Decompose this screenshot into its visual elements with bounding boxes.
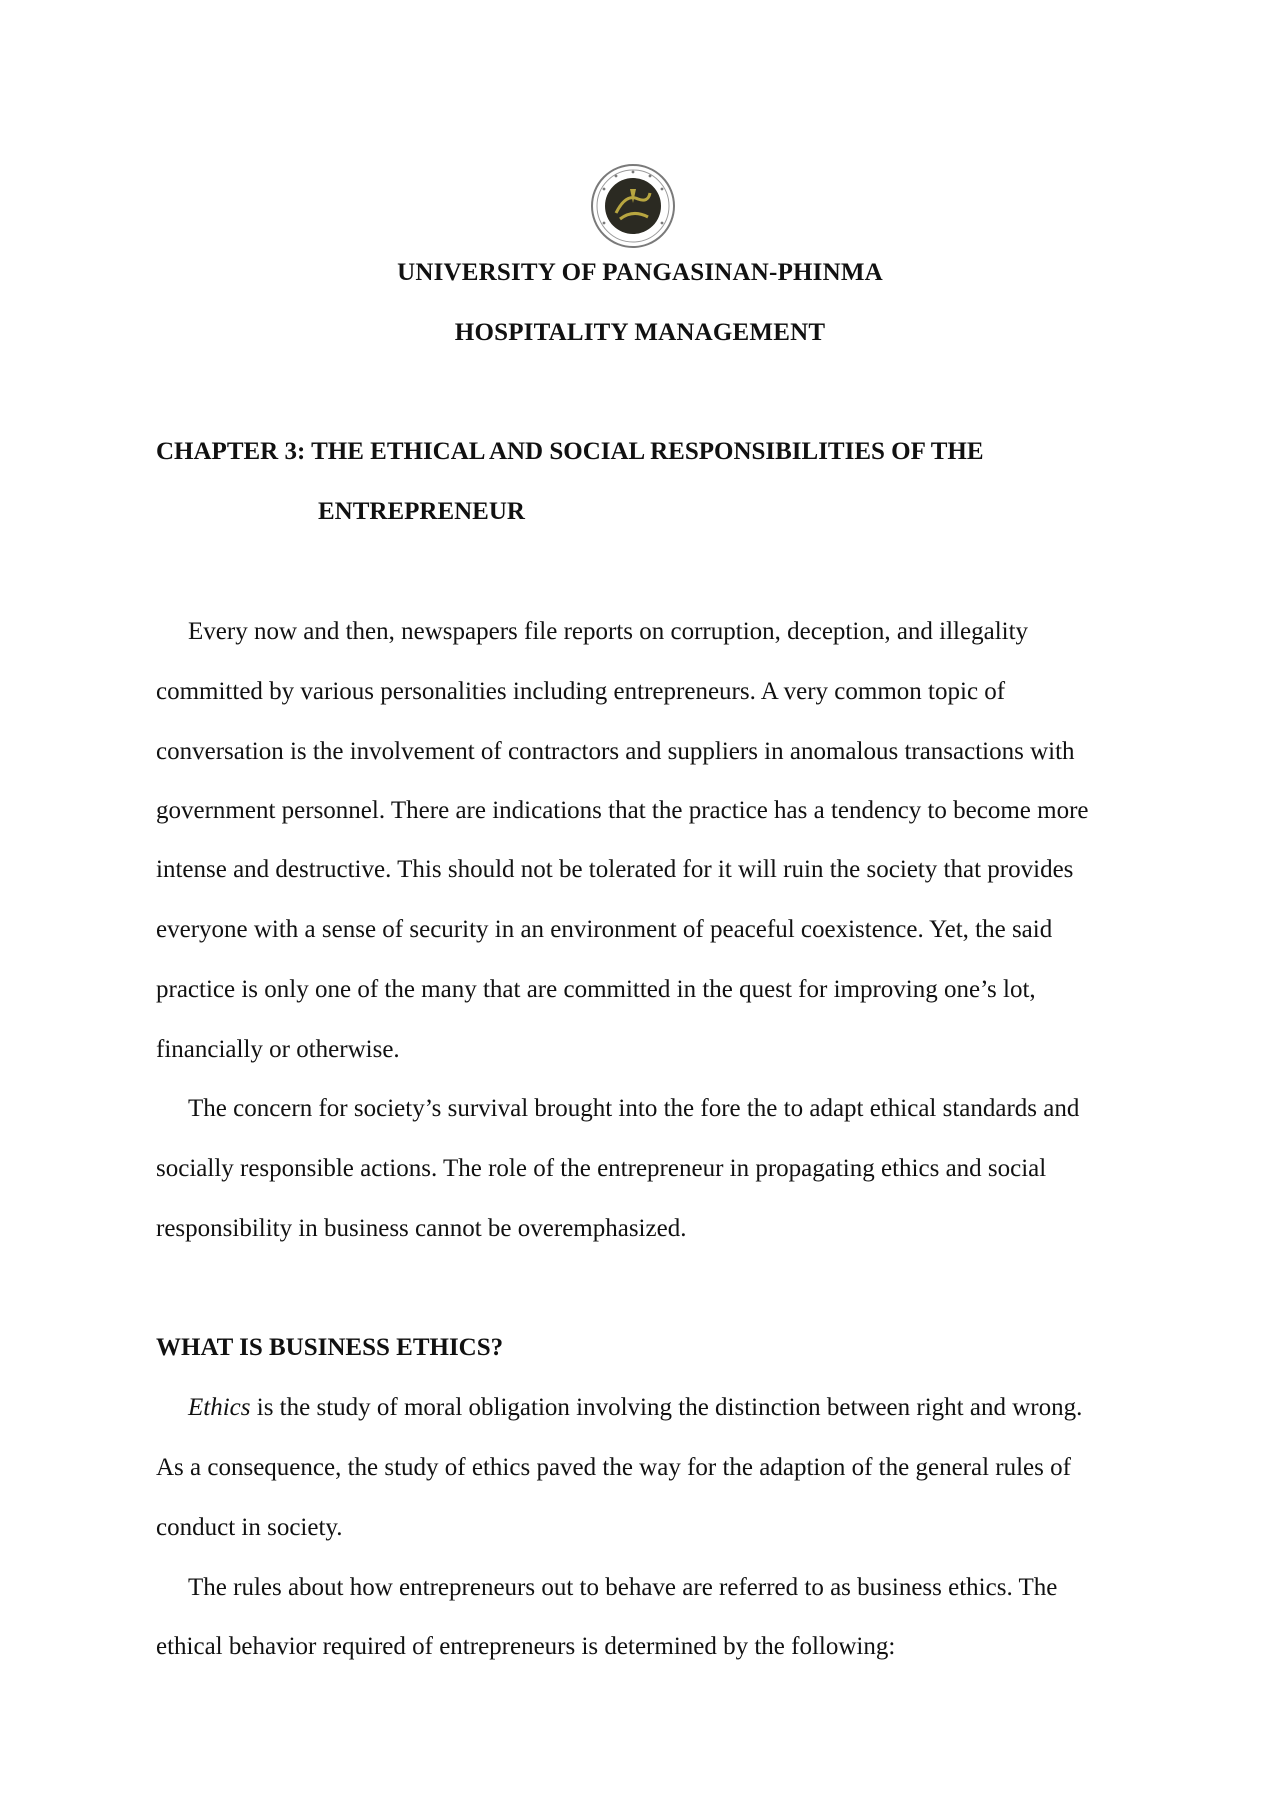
paragraph-line: The rules about how entrepreneurs out to behave are referred to as business ethics. The [188,1574,1058,1601]
defined-term: Ethics [188,1394,251,1421]
paragraph-line: financially or otherwise. [156,1036,400,1063]
university-seal-icon [590,163,676,249]
section-heading: WHAT IS BUSINESS ETHICS? [156,1334,504,1361]
paragraph-line: socially responsible actions. The role of the entrepreneur in propagating ethics and social [156,1155,1047,1182]
paragraph-line: everyone with a sense of security in an environment of peaceful coexistence. Yet, the said [156,916,1053,943]
paragraph-line: conversation is the involvement of contractors and suppliers in anomalous transactions with [156,738,1075,765]
chapter-title-line-1: CHAPTER 3: THE ETHICAL AND SOCIAL RESPONSIBILITIES OF THE [156,438,984,465]
paragraph-text: is the study of moral obligation involving the distinction between right and wrong. [250,1394,1083,1421]
paragraph-line: Every now and then, newspapers file reports on corruption, deception, and illegality [188,618,1029,645]
paragraph-line: The concern for society’s survival brought into the fore the to adapt ethical standards and [188,1095,1080,1122]
paragraph-line: intense and destructive. This should not be tolerated for it will ruin the society that provides [156,856,1074,883]
paragraph-line: conduct in society. [156,1514,343,1541]
paragraph-line: committed by various personalities including entrepreneurs. A very common topic of [156,678,1006,705]
department-name: HOSPITALITY MANAGEMENT [454,319,826,346]
paragraph-line: responsibility in business cannot be overemphasized. [156,1215,687,1242]
paragraph-line: As a consequence, the study of ethics paved the way for the adaption of the general rules of [156,1454,1071,1481]
chapter-title-line-2: ENTREPRENEUR [318,498,525,525]
paragraph-line [188,1393,1188,1423]
institution-name: UNIVERSITY OF PANGASINAN-PHINMA [397,259,883,286]
paragraph-line: practice is only one of the many that are committed in the quest for improving one’s lot, [156,976,1036,1003]
paragraph-line: ethical behavior required of entrepreneurs is determined by the following: [156,1633,896,1660]
paragraph-line: government personnel. There are indications that the practice has a tendency to become more [156,797,1089,824]
